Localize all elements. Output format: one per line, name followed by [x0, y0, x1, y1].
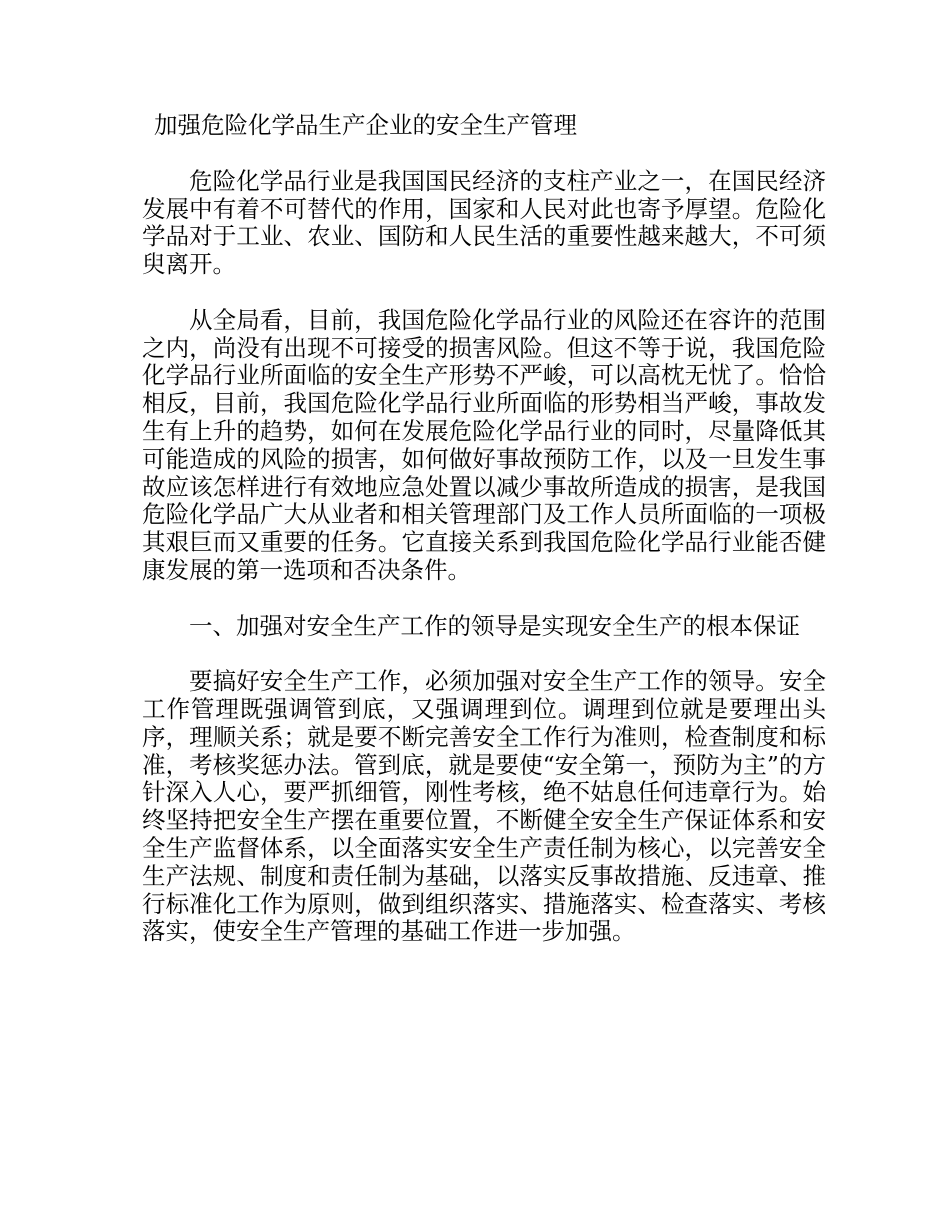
paragraph-2: 从全局看，目前，我国危险化学品行业的风险还在容许的范围之内，尚没有出现不可接受的损害风险。但这不等于说，我国危险化学品行业所面临的安全生产形势不严峻，可以高枕无忧了。恰恰相反，目前，我国危险化学品行业所面临的形势相当严峻，事故发生有上升的趋势，如何在发展危险化学品行业的同时，尽量降低其可能造成的风险的损害，如何做好事故预防工作，以及一旦发生事故应该怎样进行有效地应急处置以减少事故所造成的损害，是我国危险化学品广大从业者和相关管理部门及工作人员所面临的一项极其艰巨而又重要的任务。它直接关系到我国危险化学品行业能否健康发展的第一选项和否决条件。 [142, 305, 826, 584]
paragraph-1: 危险化学品行业是我国国民经济的支柱产业之一，在国民经济发展中有着不可替代的作用，国家和人民对此也寄予厚望。危险化学品对于工业、农业、国防和人民生活的重要性越来越大，不可须臾离开。 [142, 166, 826, 279]
document-page [142, 112, 826, 974]
section-1-heading: 一、加强对安全生产工作的领导是实现安全生产的根本保证 [189, 611, 800, 640]
document-title: 加强危险化学品生产企业的安全生产管理 [154, 111, 577, 139]
section-1-paragraph: 要搞好安全生产工作，必须加强对安全生产工作的领导。安全工作管理既强调管到底，又强调理到位。调理到位就是要理出头序，理顺关系；就是要不断完善安全工作行为准则，检查制度和标准，考核奖惩办法。管到底，就是要使“安全第一，预防为主”的方针深入人心，要严抓细管，刚性考核，绝不姑息任何违章行为。始终坚持把安全生产摆在重要位置，不断健全安全生产保证体系和安全生产监督体系，以全面落实安全生产责任制为核心，以完善安全生产法规、制度和责任制为基础，以落实反事故措施、反违章、推行标准化工作为原则，做到组织落实、措施落实、检查落实、考核落实，使安全生产管理的基础工作进一步加强。 [142, 667, 826, 946]
